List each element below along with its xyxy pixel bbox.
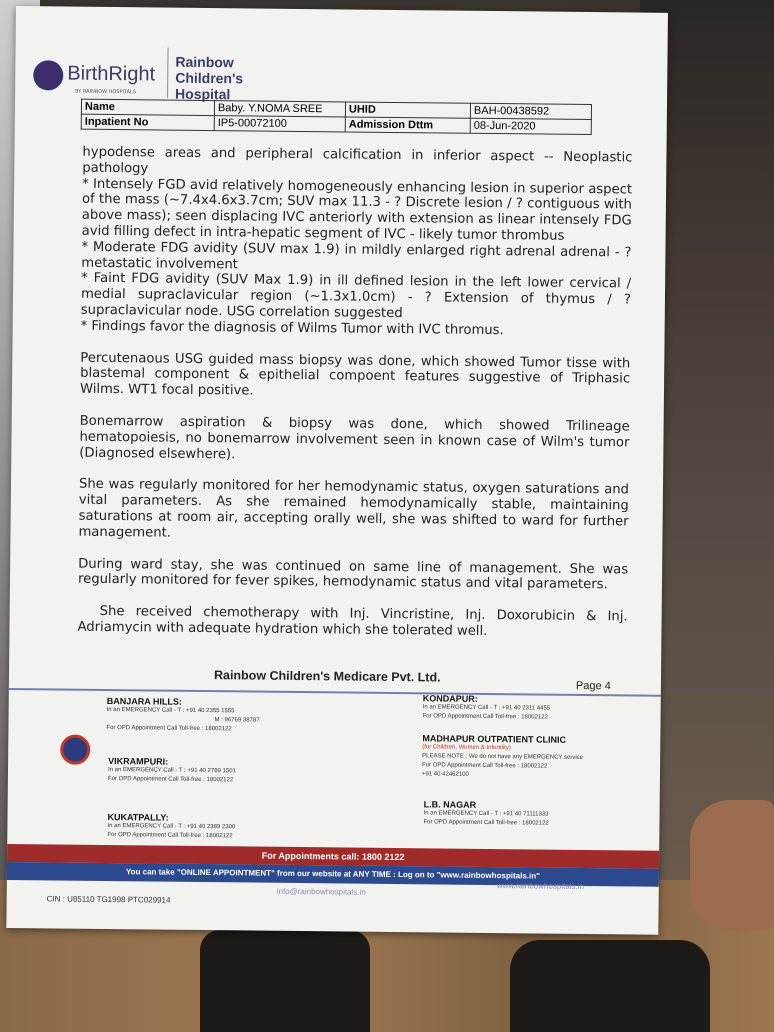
branch-title: KUKATPALLY: [107, 812, 169, 823]
branch-line: In an EMERGENCY Call - T : +91 40 2311 4455 [422, 704, 551, 712]
branch-line: For OPD Appointment Call Toll-free : 18002122 [423, 819, 549, 827]
logo-divider [167, 48, 169, 98]
uhid-label: UHID [345, 102, 470, 118]
paragraph: Percutenaous USG guided mass biopsy was done, which showed Tumor tisse with blastemal component & epithelial compoent features suggestive of Triphasic Wilms. WT1 focal positive. [79, 350, 631, 399]
address-kukatpally [107, 813, 235, 841]
logo-subtext: BY RAINBOW HOSPITALS [75, 88, 137, 96]
company-name: Rainbow Children's Medicare Pvt. Ltd. [213, 668, 441, 685]
dark-shape [200, 930, 370, 1032]
foot-shape [690, 800, 774, 930]
branch-line: For OPD Appointment Call Toll-free : 18002122 [107, 832, 233, 840]
address-madhapur [422, 734, 583, 781]
online-appointment-bar: You can take "ONLINE APPOINTMENT" from our website at ANY TIME : Log on to "www.rainbowhospitals.in" [7, 862, 659, 887]
logo-line: Children's [175, 69, 244, 87]
finding-item: * Moderate FDG avidity (SUV max 1.9) in mildly enlarged right adrenal adrenal - ? metastatic involvement [81, 239, 632, 272]
hospital-seal-icon [60, 735, 90, 765]
name-label: Name [81, 99, 214, 115]
logo-line: Hospital [175, 85, 231, 103]
admission-value: 08-Jun-2020 [470, 118, 591, 134]
paragraph: hypodense areas and peripheral calcification in inferior aspect -- Neoplastic pathology [82, 144, 633, 177]
address-lbnagar [423, 800, 549, 828]
document-page [6, 6, 668, 935]
branch-line: For OPD Appointment Call Toll-free : 18002122 [107, 776, 234, 784]
finding-item: * Intensely FGD avid relatively homogeneously enhancing lesion in superior aspect of the mass (~7.4x4.6x3.7cm; SUV max 11.3 - ? Discrete lesion / ? contiguous with above mass); seen displacing IVC anteriorly with extension as linear intensely FDG avid filling defect in intra-hepatic segment of IVC - likely tumor thrombus [81, 176, 633, 244]
branch-title: MADHAPUR OUTPATIENT CLINIC [422, 733, 567, 745]
email-address: info@rainbowhospitals.in [276, 886, 366, 897]
branch-line: For OPD Appointment Call Toll-free : 18002122 [422, 713, 548, 721]
branch-title: BANJARA HILLS: [106, 695, 182, 707]
rainbow-logo [175, 54, 243, 103]
branch-line: M : 96769 38787 [214, 717, 260, 724]
website-address: www.rainbowhospitals.in [496, 881, 585, 891]
branch-line: (for Children, Women & Infertility) [422, 744, 511, 752]
logo-mark-icon [33, 60, 63, 90]
page-number: Page 4 [575, 679, 611, 693]
branch-line: In an EMERGENCY Call - T : +91 40 2355 1555 [106, 706, 235, 715]
branch-line: In an EMERGENCY Call - T : +91 40 71111333 [423, 810, 549, 818]
address-vikrampuri [108, 757, 236, 785]
address-kondapur [423, 694, 551, 722]
branch-line: PLEASE NOTE : We do not have any EMERGENCY service [422, 753, 584, 761]
inpatient-label: Inpatient No [81, 114, 214, 130]
finding-item: * Findings favor the diagnosis of Wilms Tumor with IVC thromus. [80, 318, 504, 338]
branch-title: L.B. NAGAR [423, 799, 477, 810]
dark-shape [510, 940, 710, 1032]
address-banjara [106, 697, 259, 735]
inpatient-value: IP5-00072100 [214, 116, 345, 132]
paragraph: She received chemotherapy with Inj. Vincristine, Inj. Doxorubicin & Inj. Adriamycin with adequate hydration which she tolerated well. [77, 604, 628, 639]
branch-line: +91 40 42462100 [421, 771, 469, 778]
paragraph: She was regularly monitored for her hemodynamic status, oxygen saturations and vital parameters. As she remained hemodynamically stable, maintaining saturations at room air, accepting orally well, she was shifted to ward for further management. [78, 477, 630, 541]
paragraph: During ward stay, she was continued on same line of management. She was regularly monitored for fever spikes, hemodynamic status and vital parameters. [77, 556, 629, 593]
paragraph: Bonemarrow aspiration & biopsy was done, which showed Trilineage hematopoiesis, no bonemarrow involvement seen in known case of Wilm's tumor (Diagnosed elsewhere). [79, 413, 630, 462]
branch-line: For OPD Appointment Call Toll-free : 18002122 [422, 762, 548, 770]
finding-item: * Faint FDG avidity (SUV Max 1.9) in ill defined lesion in the left lower cervical / medial supraclavicular region (~1.3x1.0cm) - ? Extension of thymus / ? supraclavicular node. USG correlation suggested [80, 271, 632, 322]
patient-info-table [81, 99, 592, 135]
cin-number: CIN : U85110 TG1998 PTC029914 [46, 894, 171, 905]
branch-line: In an EMERGENCY Call - T : +91 40 2389 2300 [107, 823, 236, 831]
admission-label: Admission Dttm [345, 117, 470, 133]
report-body [77, 145, 632, 641]
branch-line: In an EMERGENCY Call - T : +91 40 2789 1501 [107, 767, 236, 775]
name-value: Baby. Y.NOMA SREE [214, 101, 345, 117]
appointment-bar: For Appointments call: 1800 2122 [7, 844, 659, 869]
birthright-logo [43, 62, 156, 86]
uhid-value: BAH-00438592 [470, 103, 591, 119]
logo-text: BirthRight [67, 62, 156, 86]
branch-title: KONDAPUR: [422, 693, 478, 704]
logo-line: Rainbow [175, 53, 234, 71]
branch-title: VIKRAMPURI: [108, 756, 169, 767]
branch-line: For OPD Appointment Call Toll-free : 18002122 [106, 724, 232, 733]
